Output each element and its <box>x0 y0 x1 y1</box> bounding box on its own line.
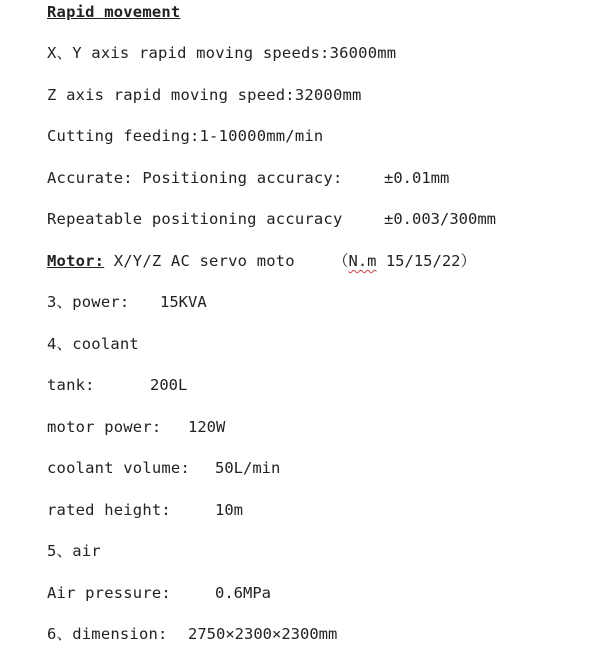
dimension-value: 2750×2300×2300mm <box>188 625 338 643</box>
motor-unit: N.m <box>348 252 377 270</box>
coolant-volume-label: coolant volume: <box>47 459 190 477</box>
rated-height-value: 10m <box>215 501 243 519</box>
motor-paren: （ <box>333 252 349 270</box>
motor-power-value: 120W <box>188 418 226 436</box>
motor-line <box>47 250 295 272</box>
cutting-feeding: Cutting feeding:1-10000mm/min <box>47 127 324 145</box>
motor-power-label: motor power: <box>47 418 162 436</box>
repeatable-accuracy-label: Repeatable positioning accuracy <box>47 210 343 228</box>
heading-rapid-movement: Rapid movement <box>47 3 181 21</box>
tank-label: tank: <box>47 376 95 394</box>
motor-torque <box>333 250 476 272</box>
motor-text: X/Y/Z AC servo moto <box>104 252 295 270</box>
rated-height-label: rated height: <box>47 501 171 519</box>
positioning-accuracy-label: Accurate: Positioning accuracy: <box>47 169 343 187</box>
coolant-heading: 4、coolant <box>47 335 139 353</box>
positioning-accuracy-value: ±0.01mm <box>384 169 450 187</box>
air-heading: 5、air <box>47 542 101 560</box>
xy-axis-speed: X、Y axis rapid moving speeds:36000mm <box>47 44 397 62</box>
repeatable-accuracy-value: ±0.003/300mm <box>384 210 496 228</box>
dimension-label: 6、dimension: <box>47 625 168 643</box>
power-value: 15KVA <box>160 293 207 311</box>
power-label: 3、power: <box>47 293 130 311</box>
motor-label: Motor: <box>47 252 105 270</box>
air-pressure-value: 0.6MPa <box>215 584 271 602</box>
motor-torque-value: 15/15/22） <box>376 252 477 270</box>
air-pressure-label: Air pressure: <box>47 584 171 602</box>
coolant-volume-value: 50L/min <box>215 459 281 477</box>
z-axis-speed: Z axis rapid moving speed:32000mm <box>47 86 362 104</box>
tank-value: 200L <box>150 376 188 394</box>
